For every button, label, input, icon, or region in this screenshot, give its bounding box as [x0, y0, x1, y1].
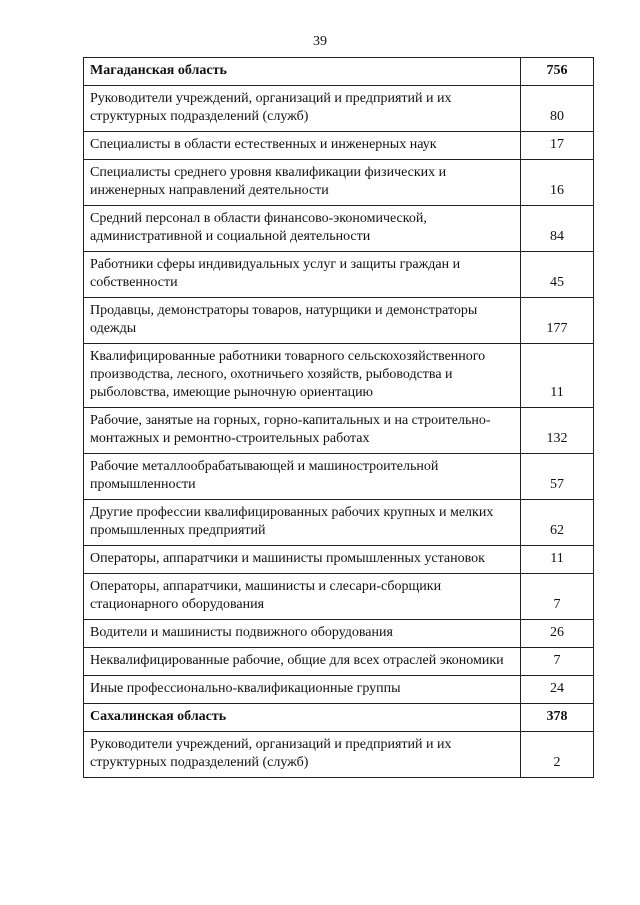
- table-body: [84, 58, 594, 778]
- occupation-count: 7: [521, 574, 594, 620]
- page-number: 39: [313, 34, 327, 49]
- table-row: [84, 408, 594, 454]
- table-row: [84, 344, 594, 408]
- table-row: [84, 298, 594, 344]
- occupation-name: Иные профессионально-квалификационные группы: [84, 676, 521, 704]
- occupation-name: Водители и машинисты подвижного оборудования: [84, 620, 521, 648]
- occupation-name: Руководители учреждений, организаций и предприятий и их структурных подразделений (служб): [84, 732, 521, 778]
- occupation-count: 7: [521, 648, 594, 676]
- table-row: [84, 160, 594, 206]
- occupation-name: Другие профессии квалифицированных рабочих крупных и мелких промышленных предприятий: [84, 500, 521, 546]
- table-row: [84, 86, 594, 132]
- occupation-count: 132: [521, 408, 594, 454]
- occupation-table: [83, 57, 594, 778]
- region-name: Магаданская область: [84, 58, 521, 86]
- table-row: [84, 132, 594, 160]
- occupation-count: 2: [521, 732, 594, 778]
- region-name: Сахалинская область: [84, 704, 521, 732]
- occupation-count: 24: [521, 676, 594, 704]
- table-row: [84, 454, 594, 500]
- occupation-count: 177: [521, 298, 594, 344]
- occupation-name: Квалифицированные работники товарного сельскохозяйственного производства, лесного, охотничьего хозяйств, рыбоводства и рыболовства, имеющие рыночную ориентацию: [84, 344, 521, 408]
- occupation-count: 57: [521, 454, 594, 500]
- table-row: [84, 546, 594, 574]
- table-row: [84, 732, 594, 778]
- occupation-count: 62: [521, 500, 594, 546]
- occupation-name: Работники сферы индивидуальных услуг и защиты граждан и собственности: [84, 252, 521, 298]
- table-row: [84, 500, 594, 546]
- occupation-name: Операторы, аппаратчики, машинисты и слесари-сборщики стационарного оборудования: [84, 574, 521, 620]
- table-row: [84, 620, 594, 648]
- occupation-name: Специалисты среднего уровня квалификации физических и инженерных направлений деятельности: [84, 160, 521, 206]
- occupation-count: 11: [521, 546, 594, 574]
- occupation-count: 17: [521, 132, 594, 160]
- table-row: [84, 648, 594, 676]
- occupation-name: Руководители учреждений, организаций и предприятий и их структурных подразделений (служб): [84, 86, 521, 132]
- table-row: [84, 574, 594, 620]
- table-row: [84, 206, 594, 252]
- occupation-name: Рабочие, занятые на горных, горно-капитальных и на строительно-монтажных и ремонтно-строительных работах: [84, 408, 521, 454]
- table-row: [84, 676, 594, 704]
- table-row: [84, 252, 594, 298]
- occupation-name: Средний персонал в области финансово-экономической, административной и социальной деятельности: [84, 206, 521, 252]
- occupation-count: 26: [521, 620, 594, 648]
- region-total: 378: [521, 704, 594, 732]
- occupation-name: Рабочие металлообрабатывающей и машиностроительной промышленности: [84, 454, 521, 500]
- occupation-name: Продавцы, демонстраторы товаров, натурщики и демонстраторы одежды: [84, 298, 521, 344]
- occupation-name: Неквалифицированные рабочие, общие для всех отраслей экономики: [84, 648, 521, 676]
- region-row: [84, 704, 594, 732]
- occupation-name: Специалисты в области естественных и инженерных наук: [84, 132, 521, 160]
- occupation-count: 80: [521, 86, 594, 132]
- region-row: [84, 58, 594, 86]
- occupation-count: 16: [521, 160, 594, 206]
- occupation-count: 11: [521, 344, 594, 408]
- region-total: 756: [521, 58, 594, 86]
- occupation-count: 45: [521, 252, 594, 298]
- occupation-name: Операторы, аппаратчики и машинисты промышленных установок: [84, 546, 521, 574]
- occupation-count: 84: [521, 206, 594, 252]
